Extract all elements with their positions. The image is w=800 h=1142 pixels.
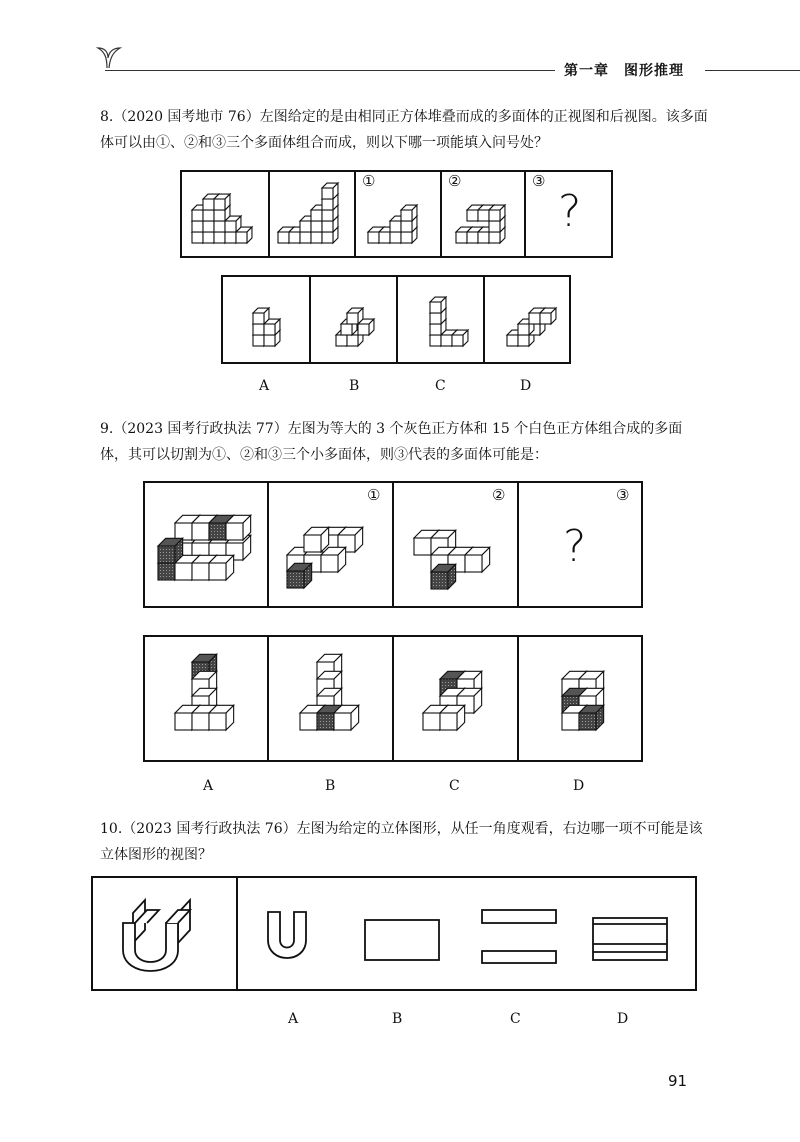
cube — [401, 205, 417, 221]
cube — [158, 538, 183, 563]
q8-back-view — [270, 172, 356, 256]
question-mark: ? — [558, 186, 582, 237]
q8-option-d-figure[interactable] — [485, 277, 571, 362]
question-10-text: 10.（2023 国考行政执法 76）左图为给定的立体图形，从任一角度观看，右边哪一项不可能是该立体图形的视图？ — [100, 821, 703, 863]
question-8-text: 8.（2020 国考地市 76）左图给定的是由相同正方体堆叠而成的多面体的正视图和后视图。该多面体可以由①、②和③三个多面体组合而成，则以下哪一项能填入问号处？ — [100, 109, 708, 151]
label-circle-3: ③ — [532, 172, 546, 190]
cube — [226, 515, 251, 540]
q8-option-b-figure[interactable] — [311, 277, 398, 362]
cube — [334, 705, 359, 730]
label-circle-3: ③ — [616, 486, 630, 504]
q10-figure-panel — [91, 876, 697, 991]
leaf-icon — [95, 40, 125, 70]
q10-option-c-bottom-bar — [482, 951, 556, 963]
header-rule-right — [705, 70, 800, 71]
q8-option-a-label[interactable]: A — [259, 378, 270, 394]
q8-option-c-figure[interactable] — [398, 277, 485, 362]
cube — [452, 330, 468, 346]
q8-part-1 — [356, 172, 442, 256]
q9-full-solid — [145, 483, 269, 606]
cube — [209, 555, 234, 580]
header-rule-left — [105, 70, 555, 71]
cube — [214, 194, 230, 210]
q8-part-3 — [526, 172, 611, 256]
u-shaped-solid — [93, 878, 238, 989]
q9-option-b-figure[interactable] — [269, 637, 394, 760]
cube — [304, 527, 329, 552]
q9-option-d-label[interactable]: D — [573, 778, 585, 794]
q9-figure-panel — [143, 481, 643, 608]
q8-option-a-figure[interactable] — [223, 277, 311, 362]
q10-views — [238, 878, 695, 989]
cube — [322, 183, 338, 199]
cube — [579, 705, 604, 730]
label-circle-2: ② — [492, 486, 506, 504]
q10-u-solid — [93, 878, 238, 989]
cube — [465, 547, 490, 572]
cube — [440, 705, 465, 730]
q8-front-view — [182, 172, 270, 256]
cube — [321, 547, 346, 572]
cube — [431, 564, 456, 589]
q8-option-c-label[interactable]: C — [435, 378, 446, 394]
q8-figure-panel — [180, 170, 613, 258]
cube — [489, 205, 505, 221]
question-mark: ? — [563, 521, 587, 572]
q8-option-b-label[interactable]: B — [349, 378, 360, 394]
q10-option-b-label[interactable]: B — [392, 1011, 403, 1027]
q10-option-d-label[interactable]: D — [617, 1011, 629, 1027]
q10-option-b-figure — [365, 920, 439, 960]
q9-part-3 — [519, 483, 641, 606]
label-circle-1: ① — [362, 172, 376, 190]
q10-option-c-label[interactable]: C — [510, 1011, 521, 1027]
q10-option-a-label[interactable]: A — [288, 1011, 299, 1027]
q9-part-2 — [394, 483, 519, 606]
q9-options-panel — [143, 635, 643, 762]
q8-part-2 — [442, 172, 526, 256]
q9-option-c-label[interactable]: C — [449, 778, 460, 794]
label-circle-2: ② — [448, 172, 462, 190]
chapter-title: 第一章 图形推理 — [564, 63, 684, 79]
q9-option-c-figure[interactable] — [394, 637, 519, 760]
question-9-text: 9.（2023 国考行政执法 77）左图为等大的 3 个灰色正方体和 15 个白色正方体组合成的多面体，其可以切割为①、②和③三个小多面体，则③代表的多面体可能是： — [100, 421, 683, 463]
label-circle-1: ① — [367, 486, 381, 504]
q9-option-a-label[interactable]: A — [203, 778, 214, 794]
q9-part-1 — [269, 483, 394, 606]
page-number: 91 — [668, 1072, 688, 1090]
q8-option-d-label[interactable]: D — [520, 378, 532, 394]
cube — [287, 563, 312, 588]
q9-option-d-figure[interactable] — [519, 637, 641, 760]
q9-option-a-figure[interactable] — [145, 637, 269, 760]
q10-option-a-figure — [268, 912, 306, 958]
q9-option-b-label[interactable]: B — [325, 778, 336, 794]
cube — [347, 308, 363, 324]
q10-option-c-top-bar — [482, 910, 556, 923]
cube — [209, 705, 234, 730]
cube — [540, 308, 556, 324]
cube — [253, 308, 269, 324]
q8-options-panel — [221, 275, 571, 364]
q10-options — [238, 878, 695, 989]
cube — [430, 297, 446, 313]
